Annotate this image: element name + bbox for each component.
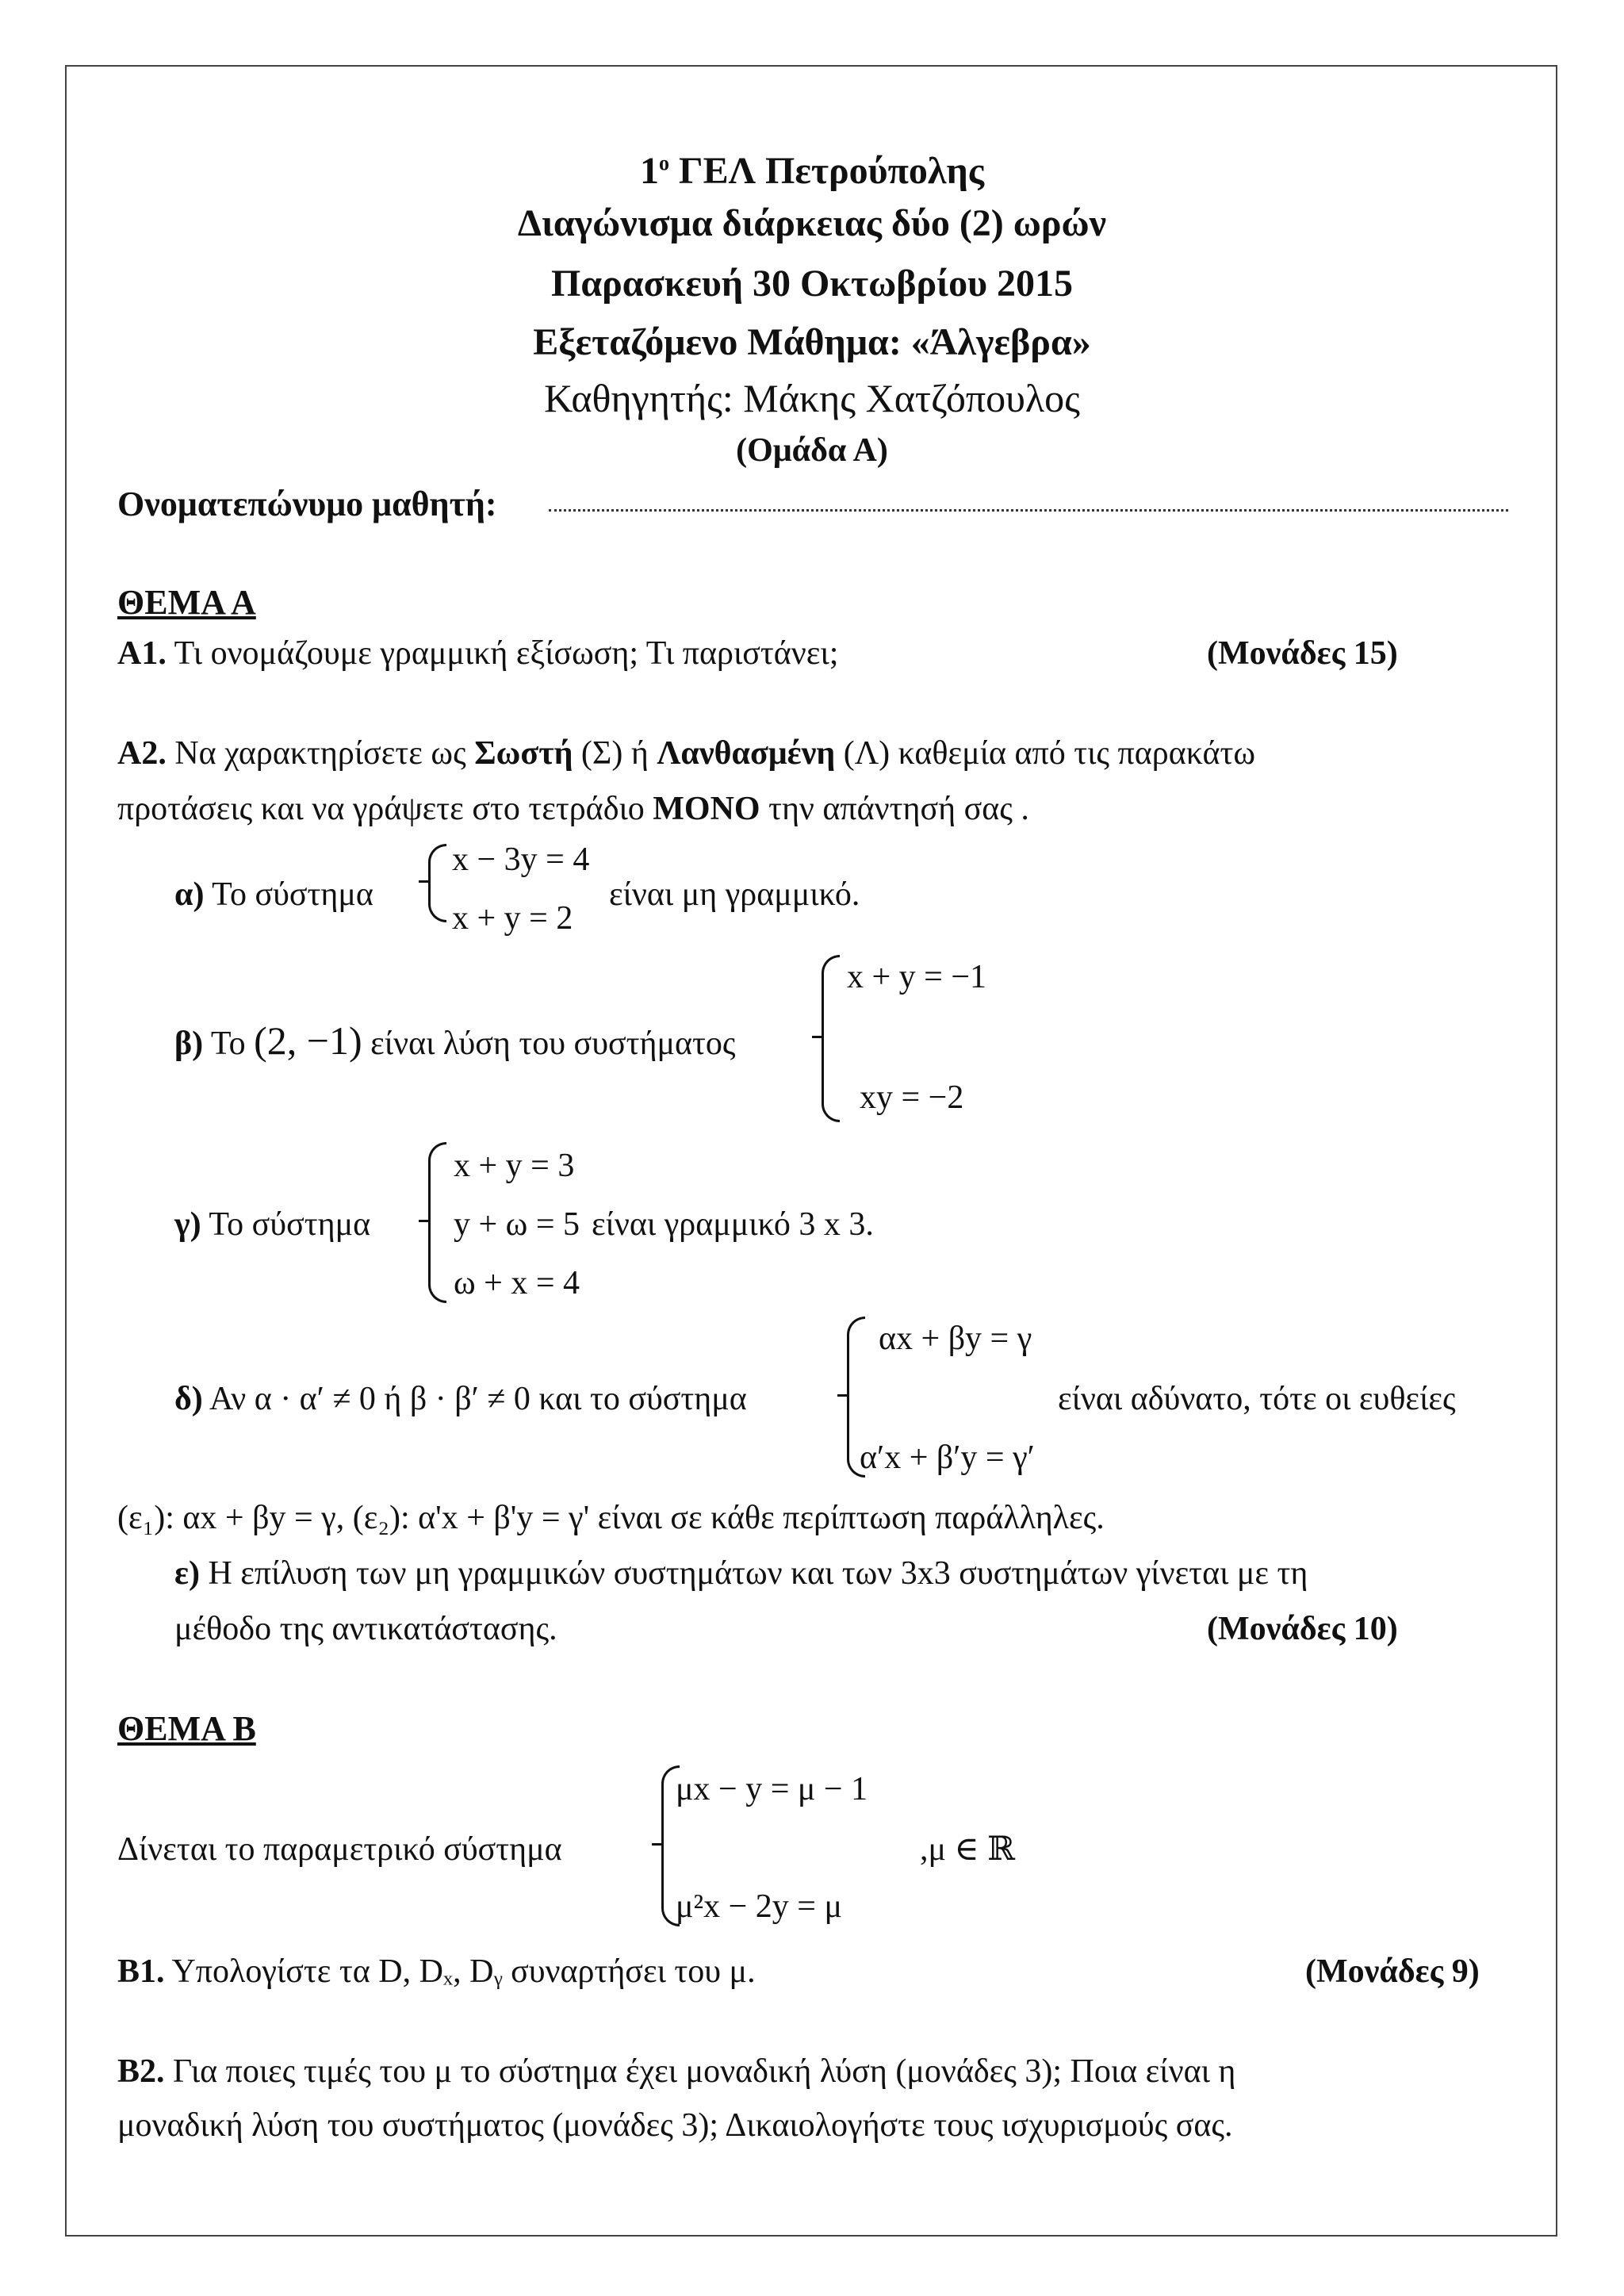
school-name: $1^o$ ΓΕΛ Πετρούπολης <box>640 150 984 192</box>
alpha-eq1: x − 3y = 4 <box>452 841 590 878</box>
a1-points: (Μονάδες 15) <box>1207 635 1398 672</box>
a2-question-line2: προτάσεις και να γράψετε στο τετράδιο ΜΟΝΟ την απάντησή σας . <box>117 791 1029 827</box>
epsilon-line2: μέθοδο της αντικατάστασης. <box>174 1611 557 1647</box>
theme-b-eq2: μ²x − 2y = μ <box>676 1888 842 1925</box>
epsilon-points: (Μονάδες 10) <box>1207 1611 1398 1647</box>
delta-statement: δ) Αν α · α′ ≠ 0 ή β · β′ ≠ 0 και το σύστημα <box>174 1381 747 1417</box>
a1-question: Α1. Τι ονομάζουμε γραμμική εξίσωση; Τι παριστάνει; <box>117 635 839 672</box>
exam-subject: Εξεταζόμενο Μάθημα: «Άλγεβρα» <box>533 321 1091 363</box>
beta-brace <box>822 955 840 1040</box>
exam-date: Παρασκευή 30 Οκτωβρίου 2015 <box>550 263 1073 305</box>
epsilon-line1: ε) Η επίλυση των μη γραμμικών συστημάτων και των 3x3 συστημάτων γίνεται με τη <box>174 1555 1308 1592</box>
gamma-statement: γ) Το σύστημα <box>174 1206 371 1243</box>
delta-lines: (ε₁): αx + βy = γ, (ε₂): α'x + β'y = γ' είναι σε κάθε περίπτωση παράλληλες. <box>117 1500 1105 1536</box>
b1-question: Β1. Υπολογίστε τα D, Dₓ, Dᵧ συναρτήσει του μ. <box>117 1953 756 1990</box>
delta-eq1: αx + βy = γ <box>879 1320 1032 1357</box>
b2-line1: Β2. Για ποιες τιμές του μ το σύστημα έχει μοναδική λύση (μονάδες 3); Ποια είναι η <box>117 2053 1236 2090</box>
theme-b-domain: ,μ ∈ ℝ <box>920 1831 1016 1868</box>
a2-question-line1: Α2. Να χαρακτηρίσετε ως Σωστή (Σ) ή Λανθασμένη (Λ) καθεμία από τις παρακάτω <box>117 735 1256 772</box>
alpha-statement: α) Το σύστημα <box>174 876 373 913</box>
group-label: (Ομάδα Α) <box>736 432 888 469</box>
gamma-result: είναι γραμμικό 3 x 3. <box>592 1206 874 1243</box>
beta-eq2: xy = −2 <box>860 1079 964 1116</box>
delta-eq2: α′x + β′y = γ′ <box>860 1439 1035 1476</box>
b1-points: (Μονάδες 9) <box>1305 1953 1480 1990</box>
gamma-brace <box>428 1142 446 1224</box>
theme-b-title: ΘΕΜΑ Β <box>117 1709 256 1748</box>
gamma-eq3: ω + x = 4 <box>454 1265 580 1301</box>
student-name-line[interactable] <box>549 509 1508 512</box>
student-name-label: Ονοματεπώνυμο μαθητή: <box>117 485 497 523</box>
exam-duration: Διαγώνισμα διάρκειας δύο (2) ωρών <box>517 202 1107 244</box>
theme-b-eq1: μx − y = μ − 1 <box>676 1771 868 1807</box>
beta-statement: β) Το (2, −1) είναι λύση του συστήματος <box>174 1018 736 1063</box>
teacher: Καθηγητής: Μάκης Χατζόπουλος <box>544 376 1080 420</box>
gamma-eq1: x + y = 3 <box>454 1148 575 1184</box>
delta-result: είναι αδύνατο, τότε οι ευθείες <box>1058 1381 1456 1417</box>
beta-eq1: x + y = −1 <box>847 959 987 995</box>
alpha-result: είναι μη γραμμικό. <box>609 876 860 913</box>
alpha-eq2: x + y = 2 <box>452 900 573 937</box>
theme-b-intro: Δίνεται το παραμετρικό σύστημα <box>117 1831 562 1868</box>
gamma-eq2: y + ω = 5 <box>454 1206 580 1243</box>
delta-brace <box>847 1317 865 1398</box>
b2-line2: μοναδική λύση του συστήματος (μονάδες 3); Δικαιολογήστε τους ισχυρισμούς σας. <box>117 2107 1233 2144</box>
theme-a-title: ΘΕΜΑ Α <box>117 583 256 622</box>
